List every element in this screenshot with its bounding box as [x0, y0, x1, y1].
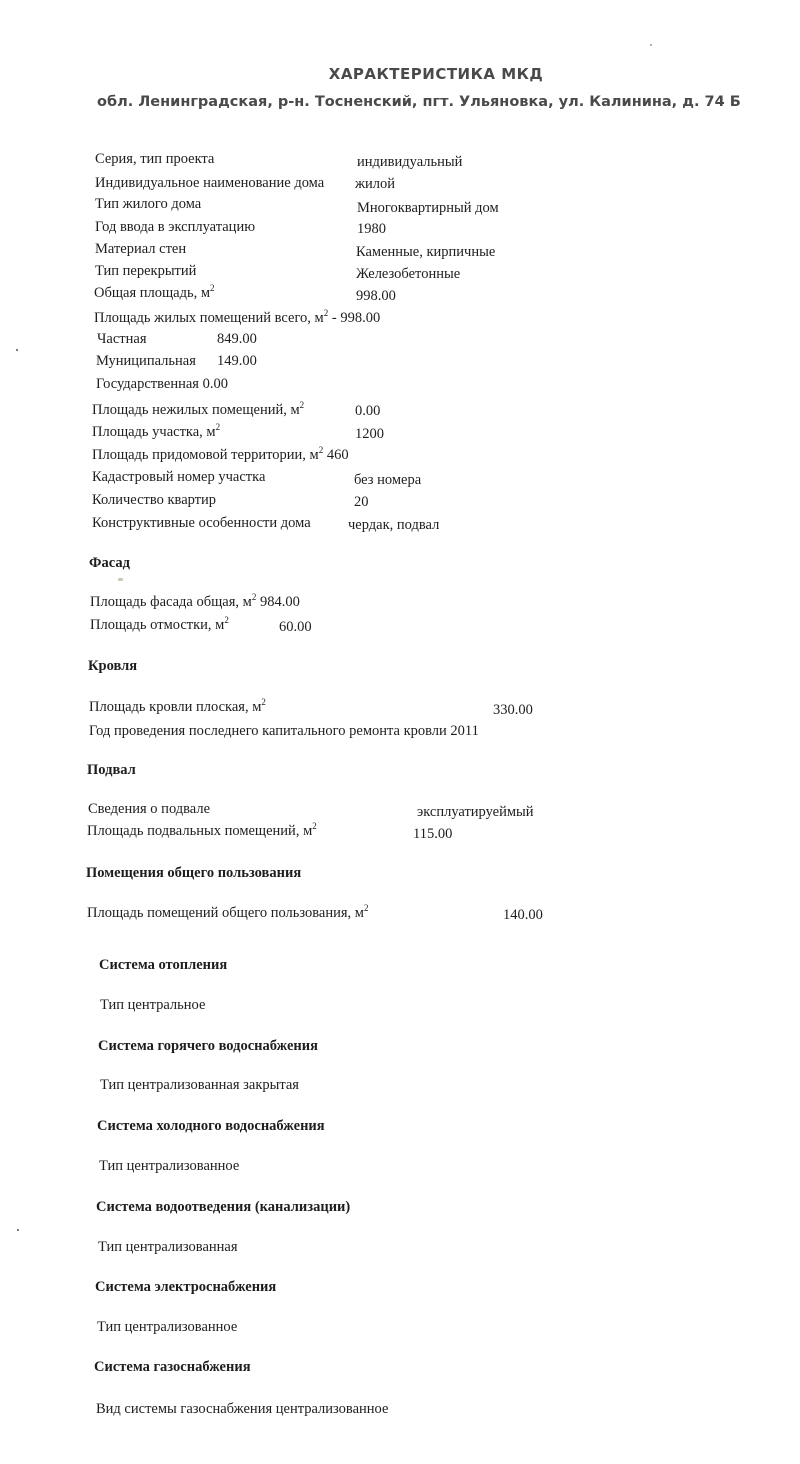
- state-label: Государственная 0.00: [96, 376, 228, 392]
- roof-repair-label: Год проведения последнего капитального ремонта кровли 2011: [89, 723, 479, 739]
- nonliving-value: 0.00: [355, 403, 381, 419]
- series-value: индивидуальный: [357, 154, 463, 170]
- total-area-label: Общая площадь, $м^2$: [94, 283, 215, 301]
- living-area-value: - 998.00: [331, 310, 381, 326]
- roof-repair-value: 2011: [450, 723, 479, 739]
- facade-area-value: 984.00: [259, 594, 300, 610]
- basement-area-value: 115.00: [413, 826, 453, 842]
- type-value: Многоквартирный дом: [357, 200, 499, 216]
- scan-speck: [650, 44, 652, 46]
- facade-area-label: Площадь фасада общая, $м^2$ 984.00: [90, 592, 300, 610]
- blind-area-value: 60.00: [279, 619, 312, 635]
- hot-water-heading: Система горячего водоснабжения: [98, 1038, 318, 1054]
- year-label: Год ввода в эксплуатацию: [95, 219, 256, 235]
- basement-info-value: эксплуатируеймый: [417, 804, 534, 820]
- gas-type: Вид системы газоснабжения централизованное: [96, 1401, 389, 1417]
- floors-value: Железобетонные: [356, 266, 461, 282]
- heating-type: Тип центральное: [100, 997, 206, 1013]
- type-label: Тип жилого дома: [95, 196, 202, 212]
- plot-label: Площадь участка, $м^2$: [92, 422, 221, 440]
- roof-area-label: Площадь кровли плоская, $м^2$: [89, 697, 266, 715]
- hot-water-type: Тип централизованная закрытая: [100, 1077, 299, 1093]
- basement-area-label: Площадь подвальных помещений, $м^2$: [87, 821, 317, 839]
- cold-water-type: Тип централизованное: [99, 1158, 240, 1174]
- electricity-heading: Система электроснабжения: [95, 1279, 277, 1295]
- apartments-label: Количество квартир: [92, 492, 217, 508]
- sewerage-type: Тип централизованная: [98, 1239, 238, 1255]
- roof-heading: Кровля: [88, 658, 138, 674]
- features-value: чердак, подвал: [348, 517, 440, 533]
- common-area-label: Площадь помещений общего пользования, $м^2$: [87, 903, 369, 921]
- gas-heading: Система газоснабжения: [94, 1359, 251, 1375]
- common-area-value: 140.00: [503, 907, 543, 923]
- walls-value: Каменные, кирпичные: [356, 244, 496, 260]
- nonliving-label: Площадь нежилых помещений, $м^2$: [92, 400, 305, 418]
- plot-value: 1200: [355, 426, 384, 442]
- basement-heading: Подвал: [87, 762, 136, 778]
- apartments-value: 20: [354, 494, 369, 510]
- document-address: обл. Ленинградская, р-н. Тосненский, пгт. Ульяновка, ул. Калинина, д. 74 Б: [97, 94, 741, 110]
- walls-label: Материал стен: [95, 241, 187, 257]
- electricity-type: Тип централизованное: [97, 1319, 238, 1335]
- name-value: жилой: [355, 176, 396, 192]
- municipal-value: 149.00: [217, 353, 257, 369]
- scan-speck: [16, 349, 18, 351]
- adjacent-value: 460: [326, 447, 349, 463]
- cold-water-heading: Система холодного водоснабжения: [97, 1118, 325, 1134]
- total-area-value: 998.00: [356, 288, 396, 304]
- features-label: Конструктивные особенности дома: [92, 515, 311, 531]
- name-label: Индивидуальное наименование дома: [95, 175, 325, 191]
- private-label: Частная: [97, 331, 147, 347]
- private-value: 849.00: [217, 331, 257, 347]
- basement-info-label: Сведения о подвале: [88, 801, 211, 817]
- sewerage-heading: Система водоотведения (канализации): [96, 1199, 351, 1215]
- cadastral-value: без номера: [354, 472, 422, 488]
- state-value: 0.00: [202, 376, 228, 392]
- adjacent-label: Площадь придомовой территории, $м^2$ 460: [92, 445, 349, 463]
- year-value: 1980: [357, 221, 386, 237]
- scan-speck: [17, 1229, 19, 1231]
- scan-speck: [118, 578, 123, 581]
- roof-area-value: 330.00: [493, 702, 533, 718]
- blind-area-label: Площадь отмостки, $м^2$: [90, 615, 229, 633]
- heating-heading: Система отопления: [99, 957, 228, 973]
- common-heading: Помещения общего пользования: [86, 865, 302, 881]
- living-area-label: Площадь жилых помещений всего, $м^2 - 998.00$: [94, 308, 381, 326]
- facade-heading: Фасад: [89, 555, 130, 571]
- cadastral-label: Кадастровый номер участка: [92, 469, 266, 485]
- floors-label: Тип перекрытий: [95, 263, 197, 279]
- document-title: ХАРАКТЕРИСТИКА МКД: [328, 65, 544, 83]
- series-label: Серия, тип проекта: [95, 151, 215, 167]
- municipal-label: Муниципальная: [96, 353, 196, 369]
